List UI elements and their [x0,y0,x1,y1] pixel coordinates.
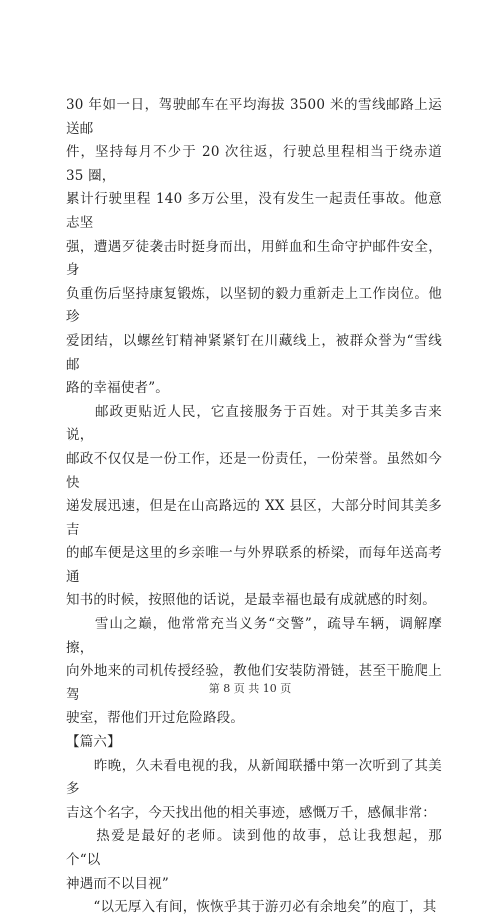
paragraph: 30 年如一日，驾驶邮车在平均海拔 3500 米的雪线邮路上运送邮 件，坚持每月不少于 20 次往返，行驶总里程相当于绕赤道 35 圈， 累计行驶里程 140 多万公里，没有发生一起责任事故。他意志坚 强，遭遇歹徒袭击时挺身而出，用鲜血和生命守护邮件安全，身 负重伤后坚持康复锻炼，以坚韧的毅力重新走上工作岗位。他珍 爱团结，以螺丝钉精神紧紧钉在川藏线上，被群众誉为“雪线邮 路的幸福使者”。 [66,97,442,397]
document-body [66,94,442,920]
paragraph: 昨晚，久未看电视的我，从新闻联播中第一次听到了其美多 吉这个名字，今天找出他的相关事迹，感慨万千，感佩非常： [66,757,442,821]
paragraph: 雪山之巅，他常常充当义务“交警”，疏导车辆，调解摩擦， 向外地来的司机传授经验，教他们安装防滑链，甚至干脆爬上驾 驶室，帮他们开过危险路段。 [66,616,442,727]
paragraph: “以无厚入有间，恢恢乎其于游刃必有余地矣”的庖丁，其 [66,899,437,916]
paragraph: 邮政更贴近人民，它直接服务于百姓。对于其美多吉来说， 邮政不仅仅是一份工作，还是一份责任，一份荣誉。虽然如今快 递发展迅速，但是在山高路远的 XX 县区，大部分时间其美多吉 的邮车便是这里的乡亲唯一与外界联系的桥梁，而每年送高考通 知书的时候，按照他的话说，是最幸福也最有成就感的时刻。 [66,403,442,609]
page-footer: 第 8 页 共 10 页 [208,682,292,695]
section-heading: 【篇六】 [66,734,121,751]
paragraph: 热爱是最好的老师。读到他的故事，总让我想起，那个“以 神遇而不以目视” [66,828,442,892]
